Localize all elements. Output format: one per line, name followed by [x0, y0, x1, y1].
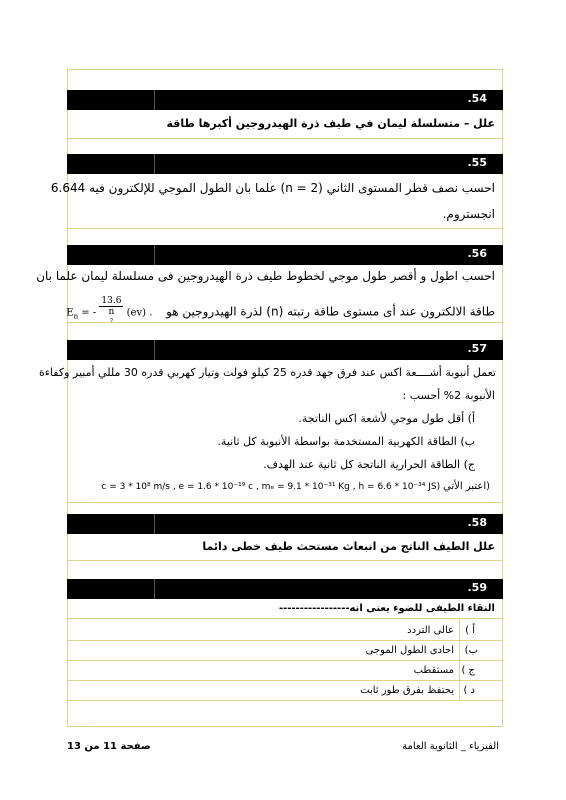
- header-separator: [154, 154, 155, 174]
- question-header-58: [67, 514, 503, 534]
- formula-fraction: [99, 296, 123, 330]
- option-b-text[interactable]: احادى الطول الموجى: [365, 645, 454, 656]
- question-header-55: [67, 154, 503, 174]
- question-header-57: [67, 340, 503, 360]
- energy-formula: [66, 296, 152, 330]
- question-57-item-a: أ) أقل طول موجي لأشعة اكس الناتجة.: [298, 412, 475, 425]
- question-55-line2: انجستروم.: [442, 207, 495, 221]
- formula-e: E: [66, 307, 74, 319]
- option-a-text[interactable]: عالى التردد: [407, 625, 454, 636]
- option-letter-c: ج ): [461, 665, 475, 676]
- divider: [67, 228, 503, 229]
- question-56-line2-text: طاقة الالكترون عند أى مستوى طاقة رتبته (n) لذرة الهيدروجين هو: [166, 304, 495, 319]
- question-55-line1: احسب نصف قطر المستوى الثاني (n = 2) علما بان الطول الموجي للإلكترون فيه 6.644: [50, 181, 495, 195]
- question-57-line1: تعمل أنبوبة أشــــعة اكس عند فرق جهد قدره 25 كيلو فولت وتيار كهربي قدره 30 مللي أمبير وكفاءة: [39, 366, 496, 379]
- question-59-stem: النقاء الطيفى للضوء يعنى انه-----------------: [278, 603, 495, 614]
- question-57-item-b: ب) الطاقة الكهربية المستخدمة بواسطة الأنبوبة كل ثانية.: [217, 435, 475, 448]
- question-54-text: علل – متسلسلة ليمان في طيف ذرة الهيدروجين أكبرها طاقة: [166, 117, 495, 130]
- question-number: .55: [467, 156, 487, 169]
- question-number: .57: [467, 342, 487, 355]
- formula-den-sup: 2: [109, 318, 114, 325]
- question-58-text: علل الطيف الناتج من انبعاث مستحث طيف خطى دائما: [202, 540, 495, 553]
- option-d-text[interactable]: يحتفظ بفرق طور ثابت: [360, 685, 454, 696]
- formula-numerator: 13.6: [101, 296, 122, 306]
- question-number: .58: [467, 516, 487, 529]
- question-57-constants: [101, 481, 490, 492]
- question-number: .56: [467, 247, 487, 260]
- divider: [67, 502, 503, 503]
- option-divider: [67, 680, 503, 681]
- option-c-text[interactable]: مستقطب: [413, 665, 454, 676]
- option-divider: [67, 660, 503, 661]
- question-56-line1: احسب اطول و أقصر طول موجي لخطوط طيف ذرة الهيدروجين فى مسلسلة ليمان علما بان: [36, 269, 495, 283]
- formula-denominator: n: [108, 307, 115, 317]
- question-57-line2: الأنبوبة 2% أحسب :: [402, 389, 495, 402]
- question-number: .54: [467, 92, 487, 105]
- question-header-56: [67, 245, 503, 265]
- header-separator: [154, 514, 155, 534]
- header-separator: [154, 579, 155, 599]
- option-letter-a: أ ): [465, 625, 475, 636]
- option-letter-b: ب): [464, 645, 478, 656]
- question-57-item-c: ج) الطاقة الحرارية الناتجة كل ثانية عند الهدف.: [263, 458, 475, 471]
- formula-eq: = -: [81, 307, 97, 319]
- divider: [67, 322, 503, 323]
- divider: [67, 560, 503, 561]
- header-separator: [154, 245, 155, 265]
- header-separator: [154, 340, 155, 360]
- question-56-line2: [66, 296, 495, 330]
- option-divider: [67, 700, 503, 701]
- formula-unit: (ev): [126, 307, 147, 319]
- formula-sub: n: [73, 312, 79, 321]
- option-letter-d: د ): [463, 685, 475, 696]
- question-header-59: [67, 579, 503, 599]
- header-separator: [154, 90, 155, 110]
- footer-page-number: صفحة 11 من 13: [67, 741, 151, 752]
- constants-values: c = 3 * 10⁸ m/s , e = 1.6 * 10⁻¹⁹ c , mₑ = 9.1 * 10⁻³¹ Kg , h = 6.6 * 10⁻³⁴ JS): [101, 482, 441, 492]
- option-divider: [67, 640, 503, 641]
- question-header-54: [67, 90, 503, 110]
- footer-subject: الفيزياء _ الثانوية العامة: [402, 741, 499, 752]
- divider: [67, 138, 503, 139]
- constants-label: (اعتبر الأتي: [443, 481, 490, 492]
- formula-end: .: [149, 307, 153, 319]
- question-number: .59: [467, 581, 487, 594]
- divider: [67, 618, 503, 619]
